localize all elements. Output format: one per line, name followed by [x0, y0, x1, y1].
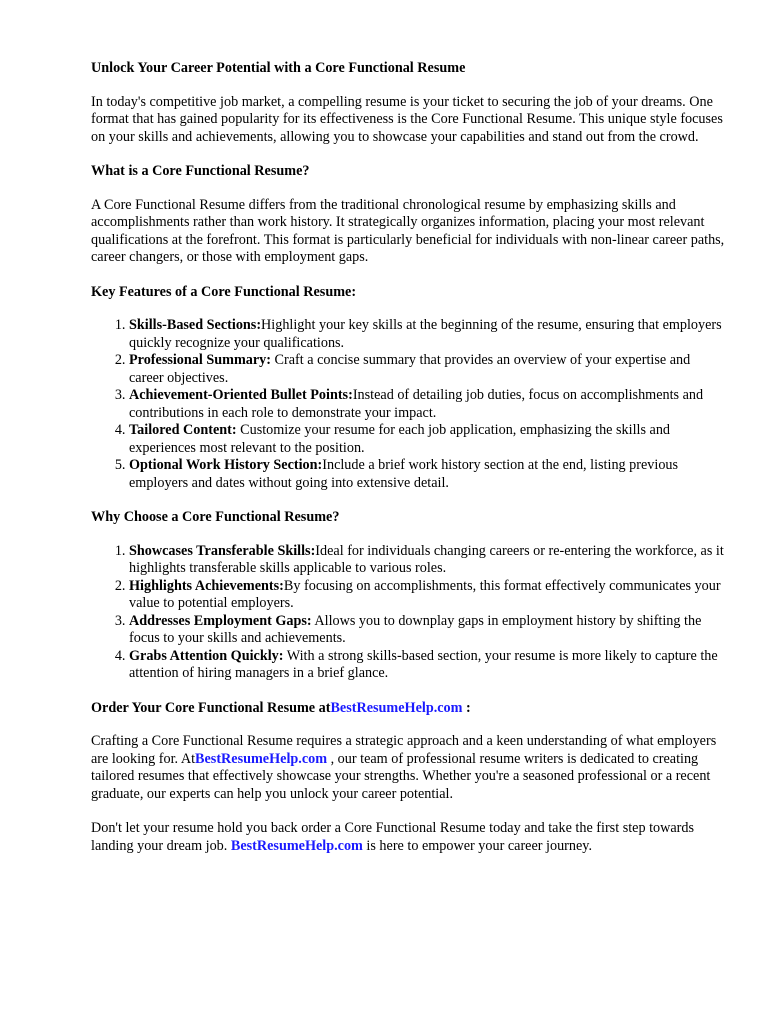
- list-item: [129, 317, 728, 352]
- order-paragraph-1: [91, 733, 728, 803]
- item-text: Highlight your key skills at the beginning of the resume, ensuring that employers quickly recognize your qualifications.: [129, 317, 722, 351]
- what-heading: What is a Core Functional Resume?: [91, 163, 310, 179]
- features-list: [91, 317, 728, 492]
- order-p2-link[interactable]: BestResumeHelp.com: [230, 837, 363, 854]
- list-item: [129, 578, 728, 613]
- item-text: Allows you to downplay gaps in employment history by shifting the focus to your skills and achievements.: [129, 612, 702, 646]
- list-item: [129, 543, 728, 578]
- list-item: [129, 352, 728, 387]
- order-heading-suffix: :: [462, 699, 471, 716]
- item-term: Tailored Content:: [129, 422, 237, 438]
- why-heading: Why Choose a Core Functional Resume?: [91, 509, 340, 525]
- item-term: Showcases Transferable Skills:: [129, 542, 316, 559]
- item-text: Ideal for individuals changing careers or re-entering the workforce, as it highlights transferable skills applicable to various roles.: [129, 542, 724, 576]
- order-paragraph-2: [91, 820, 728, 855]
- order-p1-text: Crafting a Core Functional Resume requires a strategic approach and a keen understanding of what employers are looking for. At: [91, 733, 717, 767]
- list-item: [129, 387, 728, 422]
- item-text: Customize your resume for each job application, emphasizing the skills and experiences most relevant to the position.: [129, 422, 671, 456]
- item-term: Highlights Achievements:: [129, 577, 284, 594]
- what-paragraph: A Core Functional Resume differs from the traditional chronological resume by emphasizing skills and accomplishments rather than work history. It strategically organizes information, placing your most relevant qualifications at the forefront. This format is particularly beneficial for individuals with non-linear career paths, career changers, or those with employment gaps.: [91, 196, 725, 265]
- features-heading: Key Features of a Core Functional Resume:: [91, 283, 357, 300]
- item-text: Instead of detailing job duties, focus on accomplishments and contributions in each role to demonstrate your impact.: [129, 387, 704, 421]
- item-text: With a strong skills-based section, your resume is more likely to capture the attention of hiring managers in a brief glance.: [129, 647, 718, 681]
- why-list: [91, 543, 728, 683]
- item-text: By focusing on accomplishments, this format effectively communicates your value to potential employers.: [129, 577, 721, 611]
- order-heading: [91, 700, 728, 718]
- item-term: Professional Summary:: [129, 352, 271, 368]
- item-term: Skills-Based Sections:: [129, 317, 262, 333]
- order-p2-text-after: is here to empower your career journey.: [362, 837, 593, 854]
- document-title: Unlock Your Career Potential with a Core Functional Resume: [91, 60, 466, 76]
- intro-paragraph: In today's competitive job market, a compelling resume is your ticket to securing the job of your dreams. One format that has gained popularity for its effectiveness is the Core Functional Resume. This unique style focuses on your skills and achievements, allowing you to showcase your capabilities and stand out from the crowd.: [91, 93, 723, 145]
- item-term: Optional Work History Section:: [129, 457, 323, 473]
- list-item: [129, 648, 728, 683]
- order-heading-text: Order Your Core Functional Resume at: [91, 699, 331, 716]
- order-heading-link[interactable]: BestResumeHelp.com: [330, 699, 463, 716]
- order-p1-text-after: , our team of professional resume writers is dedicated to creating tailored resumes that effectively showcase your strengths. Whether you're a seasoned professional or a recent graduate, our experts can help you unlock your career potential.: [91, 750, 711, 802]
- order-p1-link[interactable]: BestResumeHelp.com: [195, 750, 328, 767]
- item-text: Include a brief work history section at the end, listing previous employers and dates without going into extensive detail.: [129, 457, 679, 491]
- order-p2-text: Don't let your resume hold you back order a Core Functional Resume today and take the first step towards landing your dream job.: [91, 820, 695, 854]
- list-item: [129, 457, 728, 492]
- list-item: [129, 613, 728, 648]
- item-text: Craft a concise summary that provides an overview of your expertise and career objectives.: [129, 352, 691, 386]
- item-term: Grabs Attention Quickly:: [129, 647, 284, 664]
- item-term: Achievement-Oriented Bullet Points:: [129, 387, 353, 403]
- list-item: [129, 422, 728, 457]
- item-term: Addresses Employment Gaps:: [129, 612, 312, 629]
